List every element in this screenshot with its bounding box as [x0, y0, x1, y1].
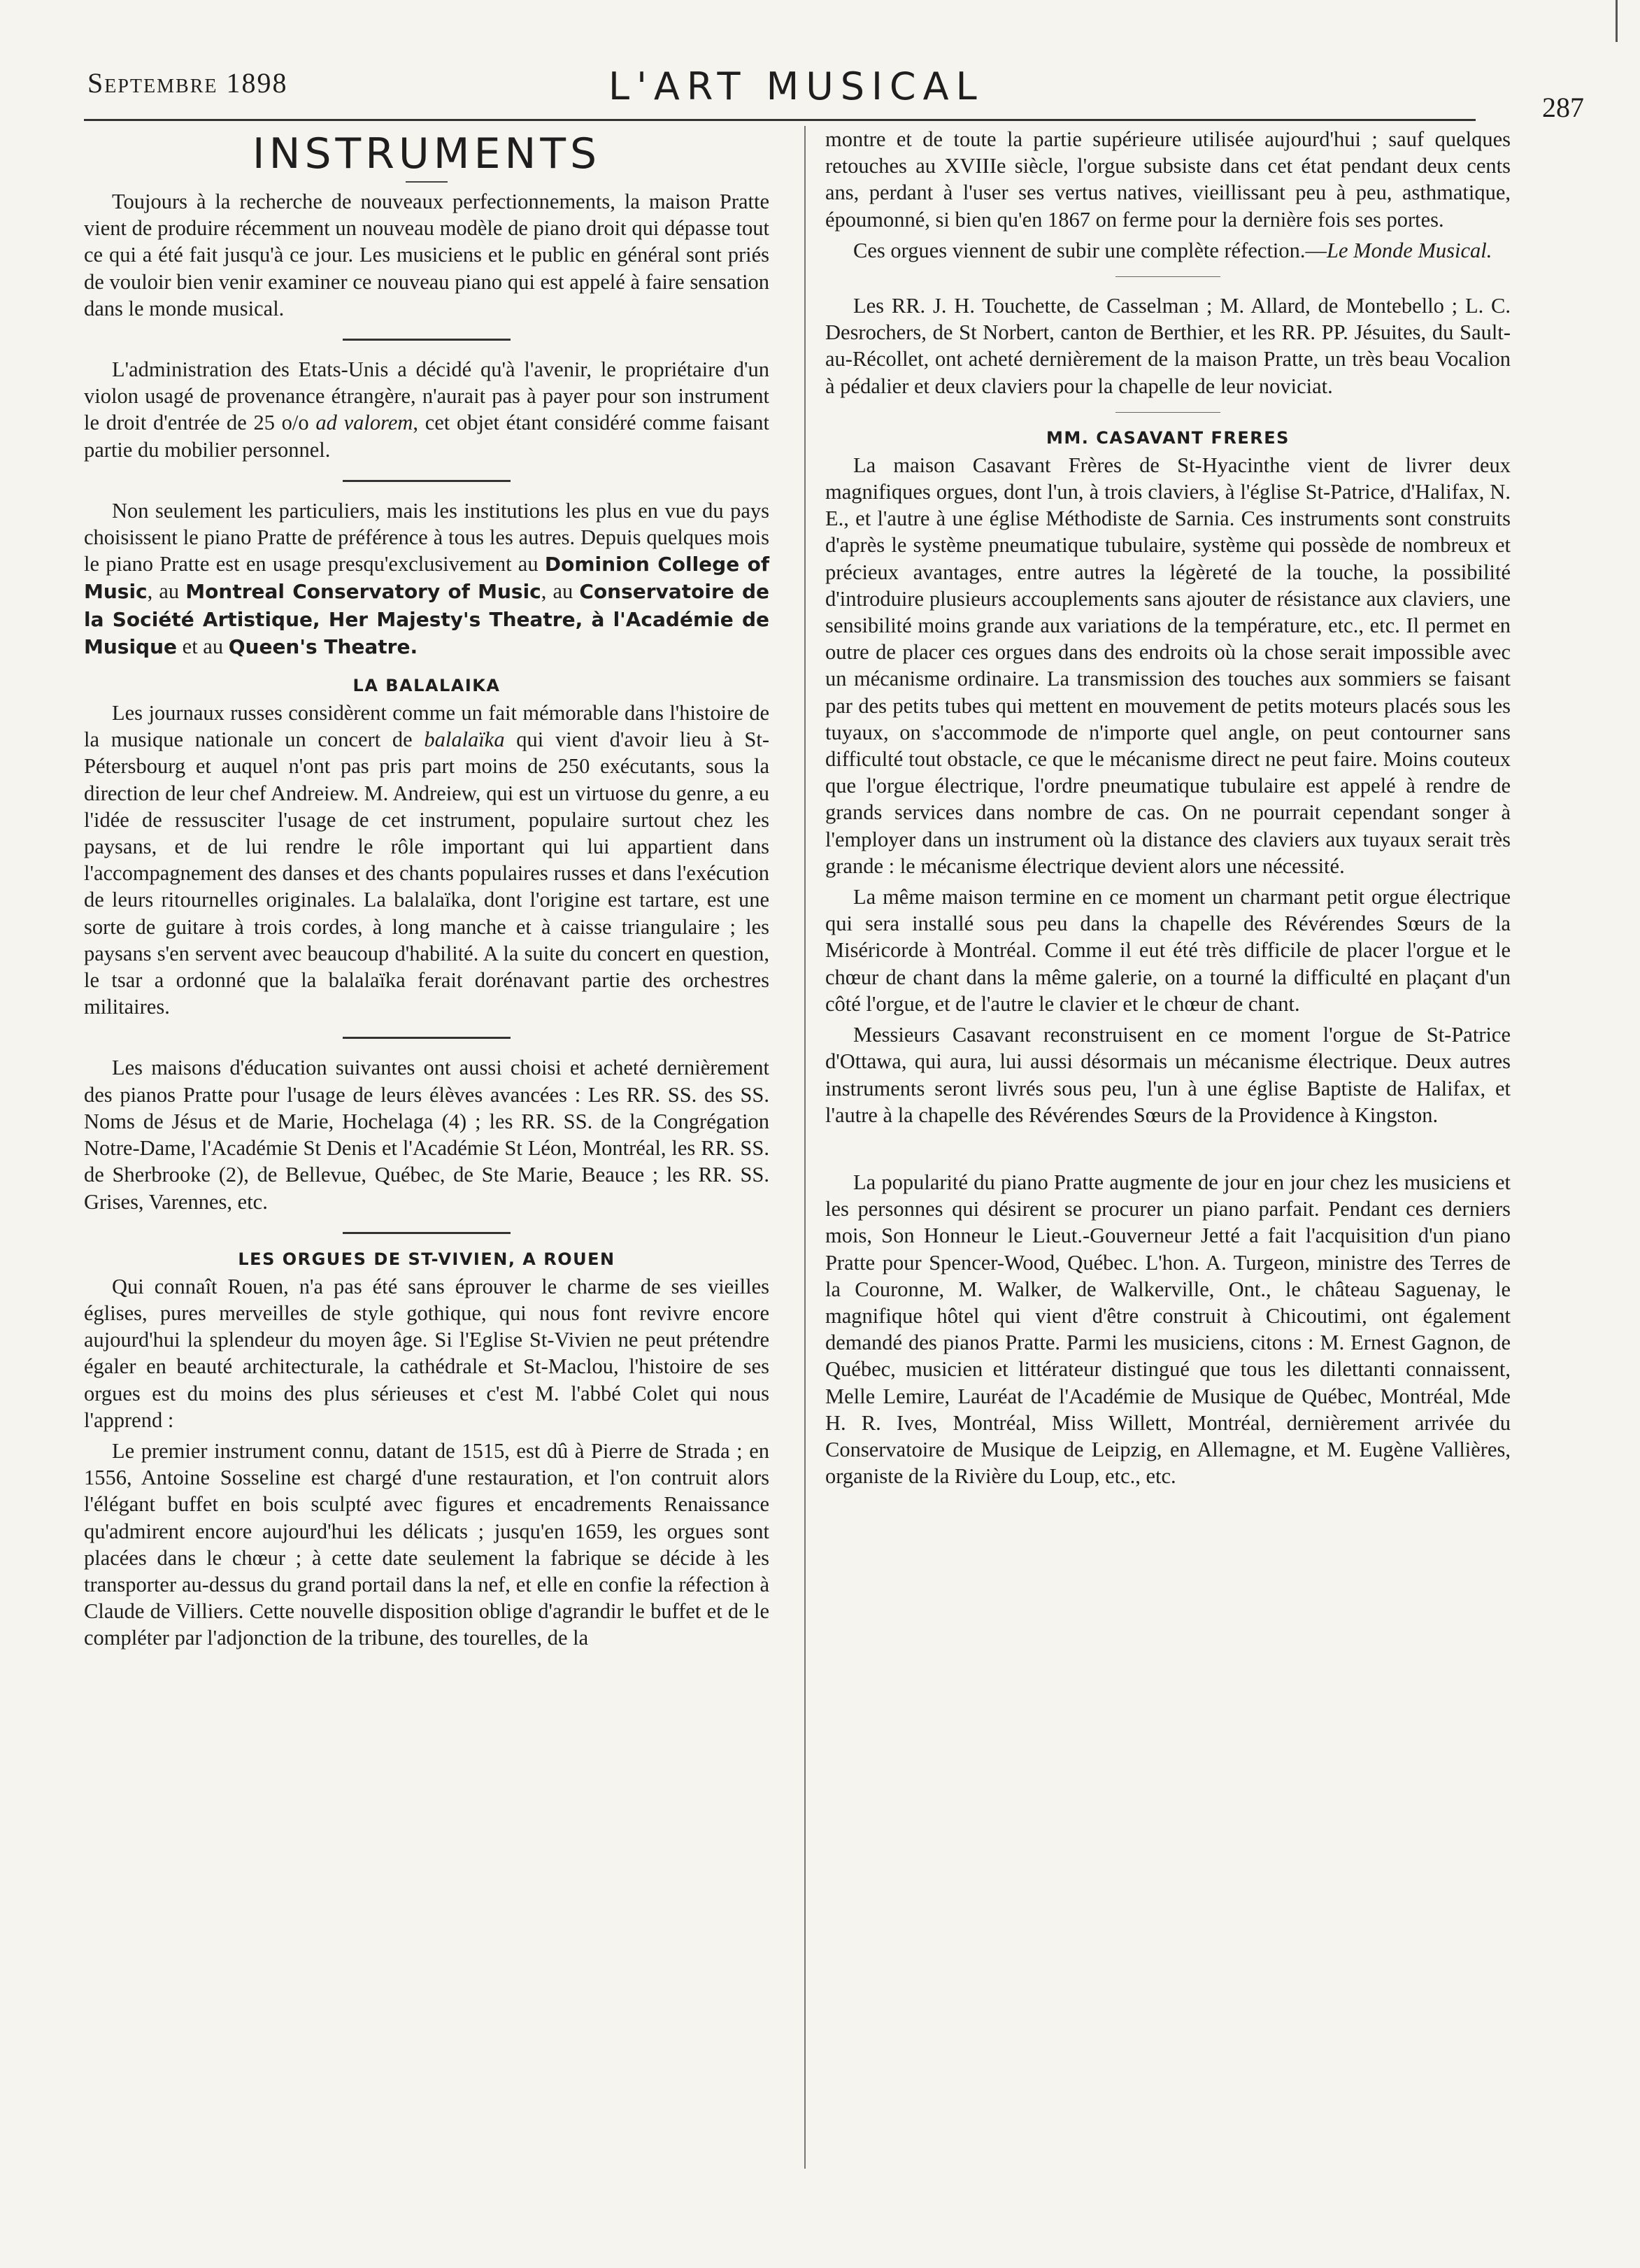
edge-rule — [1616, 0, 1618, 42]
article-casavant-3: Messieurs Casavant reconstruisent en ce moment l'orgue de St-Patrice d'Ottawa, qui aura, lui aussi désormais un mécanisme électrique. Deux autres instruments seront livrés sous peu, l'un à une église Baptiste de Halifax, et l'autre à la chapelle des Révérendes Sœurs de la Providence à Kingston. — [825, 1023, 1511, 1127]
subheading-casavant: MM. CASAVANT FRERES — [1046, 427, 1290, 448]
article-pratte-popularity: La popularité du piano Pratte augmente de jour en jour chez les musiciens et les personnes qui désirent se procurer un piano parfait. Pendant ces derniers mois, Son Honneur le Lieut.-Gouverneur Jetté a fait l'acquisition d'un piano Pratte pour Spencer-Wood, Québec. L'hon. A. Turgeon, ministre des Terres de la Couronne, M. Walker, de Walkerville, Ont., le château Saguenay, le magnifique hôtel qui vient d'être construit à Chicoutimi, ont également demandé des pianos Pratte. Parmi les musiciens, citons : M. Ernest Gagnon, de Québec, musicien et littérateur distingué que tous les dilettanti connaissent, Melle Lemire, Lauréat de l'Académie de Musique de Québec, Montréal, Mde H. R. Ives, Montréal, Miss Willett, Montréal, dernièrement arrivée du Conservatoire de Musique de Leipzig, en Allemagne, et M. Eugène Vallières, organiste de la Rivière du Loup, etc., etc. — [825, 1170, 1511, 1489]
header-rule — [84, 119, 1476, 121]
source-credit: Le Monde Musical. — [1327, 238, 1492, 262]
article-balalaika: Les journaux russes considèrent comme un fait mémorable dans l'histoire de la musique nationale un concert de balalaïka qui vient d'avoir lieu à St-Pétersbourg et auquel n'ont pas pris part moins de 250 exécutants, sous la direction de leur chef Andreiew. M. Andreiew, qui est un virtuose du genre, a eu l'idée de ressusciter l'usage de cet instrument, populaire surtout chez les paysans, et de lui rendre le rôle important qui lui appartient dans l'accompagnement des danses et des chants populaires russes et dans l'exécution de leurs ritournelles originales. La balalaïka, dont l'origine est tartare, est une sorte de guitare à trois cordes, à long manche et à caisse triangulaire ; les paysans s'en servent avec beaucoup d'habilité. A la suite du concert en question, le tsar a ordonné que la balalaïka ferait dorénavant partie des orchestres militaires. — [84, 701, 769, 1019]
left-column — [84, 126, 769, 1656]
separator-rule — [343, 1037, 511, 1039]
article-rouen-continued: montre et de toute la partie supérieure utilisée aujourd'hui ; sauf quelques retouches au XVIIIe siècle, l'orgue subsiste dans cet état pendant deux cents ans, perdant à l'user ses vertus natives, vieillissant peu à peu, asthmatique, époumonné, si bien qu'en 1867 on ferme pour la dernière fois ses portes. — [825, 127, 1511, 232]
article-new-piano: Toujours à la recherche de nouveaux perfectionnements, la maison Pratte vient de produire récemment un nouveau modèle de piano droit qui dépasse tout ce qui a été fait jusqu'à ce jour. Les musiciens et le public en général sont priés de vouloir bien venir examiner ce nouveau piano qui est appelé à faire sensation dans le monde musical. — [84, 190, 769, 320]
latin-term: ad valorem — [315, 411, 413, 435]
separator-rule — [1115, 276, 1220, 277]
article-casavant-2: La même maison termine en ce moment un charmant petit orgue électrique qui sera installé sous peu dans la chapelle des Révérendes Sœurs de la Miséricorde à Montréal. Comme il eut été très difficile de placer l'orgue et le chœur de chant dans la même galerie, on a tourné la difficulté en plaçant d'un côté l'orgue, et de l'autre le clavier et le chœur de chant. — [825, 885, 1511, 1016]
article-violin-duty: L'administration des Etats-Unis a décidé qu'à l'avenir, le propriétaire d'un violon usagé de provenance étrangère, n'aurait pas à payer pour son instrument le droit d'entrée de 25 o/o ad valorem, cet objet étant considéré comme faisant partie du mobilier personnel. — [84, 357, 769, 462]
section-title: INSTRUMENTS — [252, 129, 601, 178]
separator-rule — [343, 1232, 511, 1234]
subheading-balalaika: LA BALALAIKA — [352, 676, 501, 696]
article-vocalion: Les RR. J. H. Touchette, de Casselman ; M. Allard, de Montebello ; L. C. Desrochers, de St Norbert, canton de Berthier, et les RR. PP. Jésuites, du Sault-au-Récollet, ont acheté dernièrement de la maison Pratte, un très beau Vocalion à pédalier et deux claviers pour la chapelle de leur noviciat. — [825, 294, 1511, 398]
column-divider — [804, 126, 806, 2169]
separator-rule — [1115, 412, 1220, 413]
article-casavant-1: La maison Casavant Frères de St-Hyacinthe vient de livrer deux magnifiques orgues, dont l'un, à trois claviers, à l'église St-Patrice, d'Halifax, N. E., et l'autre à une église Méthodiste de Sarnia. Ces instruments sont construits d'après le système pneumatique tubulaire, système qui possède de nombreux et précieux avantages, entre autres la légèreté de la touche, la possibilité d'introduire plusieurs accouplements sans ajouter de résistance aux claviers, une sensibilité moins grande aux variations de la température, etc., etc. Il permet en outre de placer ces orgues dans des endroits où la chose serait impossible avec un mécanisme ordinaire. La transmission des touches aux sommiers se faisant par des petits tubes qui mettent en mouvement de petits moteurs placés sous les tuyaux, on s'accommode de n'importe quel angle, on peut contourner sans difficulté tout obstacle, ce que le mécanisme direct ne peut faire. Moins couteux que l'orgue électrique, l'ordre pneumatique tubulaire est appelé à rendre de grands services dans nombre de cas. On ne pourrait cependant songer à l'employer dans un instrument où la distance des claviers aux tuyaux serait très grande : le mécanisme électrique devient alors une nécessité. — [825, 453, 1511, 878]
article-education-houses: Les maisons d'éducation suivantes ont aussi choisi et acheté dernièrement des pianos Pratte pour l'usage de leurs élèves avancées : Les RR. SS. des SS. Noms de Jésus et de Marie, Hochelaga (4) ; les RR. SS. de la Congrégation Notre-Dame, l'Académie St Denis et l'Académie St Léon, Montréal, les RR. SS. de Sherbrooke (2), de Bellevue, Québec, de Ste Marie, Beauce ; les RR. SS. Grises, Varennes, etc. — [84, 1056, 769, 1214]
masthead-title: L'ART MUSICAL — [608, 64, 984, 108]
title-rule — [406, 181, 448, 183]
article-rouen-1: Qui connaît Rouen, n'a pas été sans éprouver le charme de ses vieilles églises, pures merveilles de style gothique, qui nous font revivre encore aujourd'hui la splendeur du moyen âge. Si l'Eglise St-Vivien ne peut prétendre égaler en beauté architecturale, la cathédrale et St-Maclou, l'histoire de ses orgues est du moins des plus sérieuses et c'est M. l'abbé Colet qui nous l'apprend : — [84, 1274, 769, 1432]
article-institutions: Non seulement les particuliers, mais les institutions les plus en vue du pays choisissent le piano Pratte de préférence à tous les autres. Depuis quelques mois le piano Pratte est en usage presqu'exclusivement au Dominion College of Music, au Montreal Conservatory of Music, au Conservatoire de la Société Artistique, Her Majesty's Theatre, à l'Académie de Musique et au Queen's Theatre. — [84, 498, 769, 658]
header-date: Septembre 1898 — [87, 67, 288, 99]
subheading-orgues: LES ORGUES DE ST-VIVIEN, A ROUEN — [238, 1249, 615, 1269]
separator-rule — [343, 480, 511, 482]
page-number: 287 — [1542, 92, 1584, 123]
article-rouen-2: Le premier instrument connu, datant de 1515, est dû à Pierre de Strada ; en 1556, Antoine Sosseline est chargé d'une restauration, et l'on contruit alors l'élégant buffet en bois sculpté avec figures et encadrements Renaissance qu'admirent encore aujourd'hui les délicats ; jusqu'en 1659, les orgues sont placées dans le chœur ; à cette date seulement la fabrique se décide à les transporter au-dessus du grand portail dans la nef, et elle en confie la réfection à Claude de Villiers. Cette nouvelle disposition oblige d'agrandir le buffet et de le compléter par l'adjonction de la tribune, des tourelles, de la — [84, 1438, 769, 1650]
separator-rule — [343, 339, 511, 341]
article-rouen-source: Ces orgues viennent de subir une complète réfection.—Le Monde Musical. — [853, 238, 1492, 262]
right-column — [825, 126, 1511, 1494]
